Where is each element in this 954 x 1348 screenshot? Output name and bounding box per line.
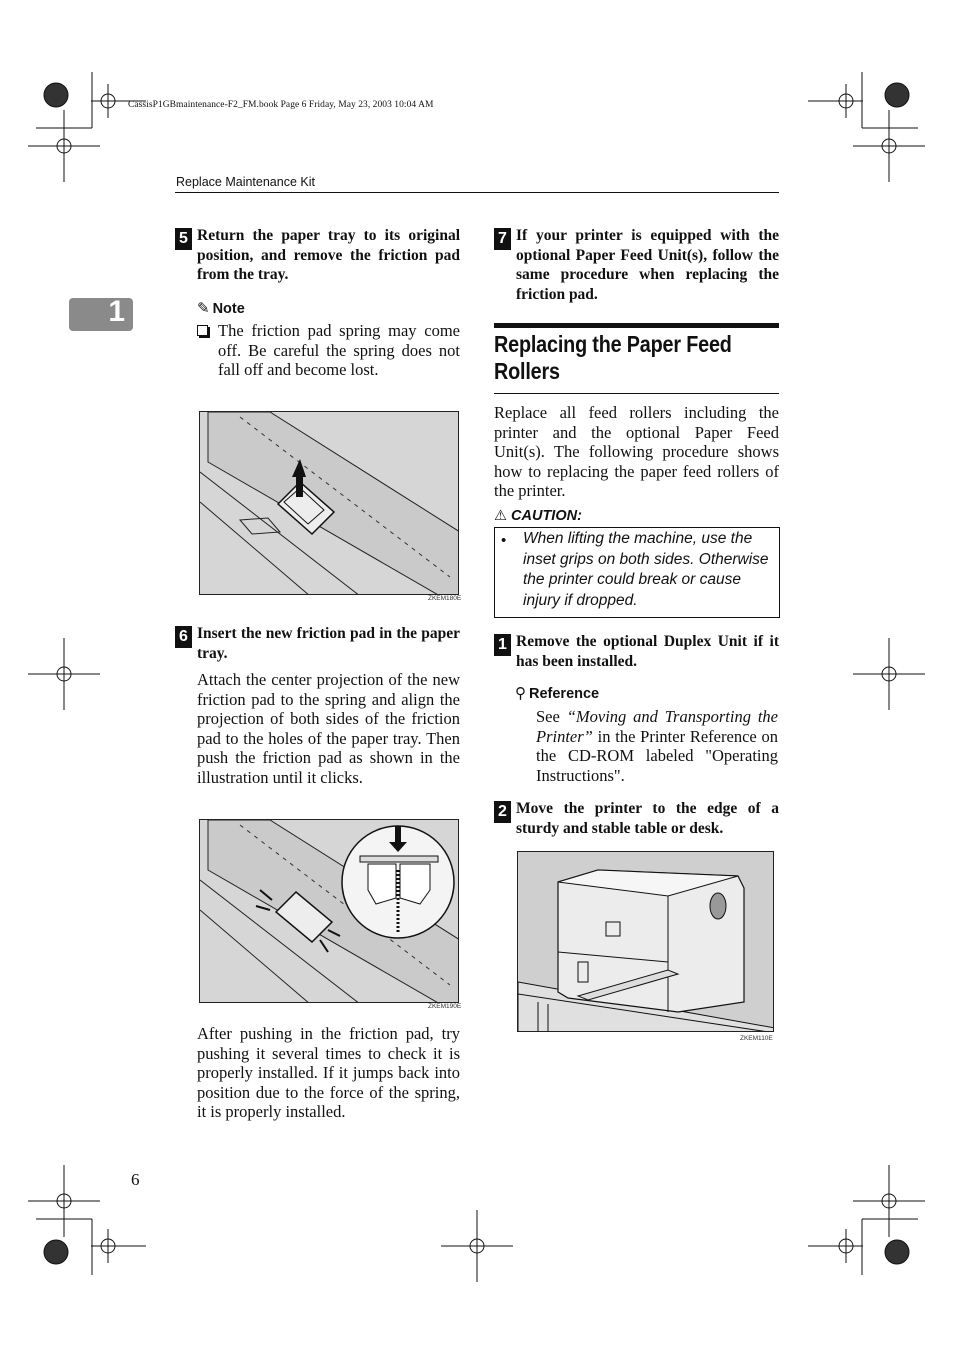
section-intro: Replace all feed rollers including the printer and the optional Paper Feed Unit(s). The following procedure shows how to replacing the paper feed rollers of the printer. — [494, 403, 779, 501]
reference-see: See — [536, 707, 567, 726]
step-text: Insert the new friction pad in the paper tray. — [197, 625, 460, 662]
step-number: 5 — [175, 228, 192, 250]
caution-heading-text: CAUTION: — [511, 508, 582, 524]
step-text: Remove the optional Duplex Unit if it has been installed. — [516, 633, 779, 670]
note-heading-text: Note — [212, 301, 245, 317]
reference-heading-text: Reference — [529, 686, 600, 702]
chapter-number: 1 — [108, 295, 125, 328]
chapter-tab — [69, 295, 133, 331]
note-item: The friction pad spring may come off. Be careful the spring does not fall off and become lost. — [218, 321, 460, 380]
reference-rest: in the Printer Reference on the CD-ROM labeled "Operating Instructions". — [536, 726, 778, 785]
checkbox-icon — [197, 325, 208, 336]
magnifier-icon: ⚲ — [515, 685, 526, 702]
friction-pad-removal-illustration — [200, 412, 459, 595]
bullet: • — [501, 532, 507, 549]
printer-on-table-figure — [517, 851, 774, 1032]
header-rule — [175, 192, 779, 193]
friction-pad-insertion-illustration — [200, 820, 459, 1003]
reference-heading — [515, 684, 599, 702]
step-6 — [175, 624, 460, 663]
step-6-body: Attach the center projection of the new friction pad to the spring and align the projection of both sides of the friction pad to the holes of the paper tray. Then push the friction pad as shown in the illustration until it clicks. — [197, 670, 460, 787]
caution-box — [494, 527, 780, 618]
page-number: 6 — [131, 1170, 140, 1189]
step-2 — [494, 799, 779, 838]
note-heading — [197, 299, 245, 317]
step-number: 1 — [494, 634, 511, 656]
figure-code: ZKEM180E — [428, 595, 462, 602]
running-header: Replace Maintenance Kit — [176, 175, 315, 189]
step-1 — [494, 632, 779, 671]
pencil-icon: ✎ — [197, 300, 210, 317]
reference-link-title[interactable]: “Moving and Transporting the Printer” — [536, 707, 779, 746]
section-title: Replacing the Paper Feed Rollers — [494, 331, 732, 384]
step-5 — [175, 226, 460, 285]
printer-on-table-illustration — [518, 852, 774, 1032]
section-rule-top — [494, 323, 779, 328]
after-push-text: After pushing in the friction pad, try pushing it several times to check it is properly installed. If it jumps back into position due to the force of the spring, it is properly installed. — [197, 1024, 460, 1122]
step-text: If your printer is equipped with the optional Paper Feed Unit(s), follow the same procedure when replacing the friction pad. — [516, 227, 779, 303]
step-7 — [494, 226, 779, 304]
step-number: 2 — [494, 801, 511, 823]
caution-heading — [494, 508, 582, 524]
figure-code: ZKEM190E — [428, 1003, 462, 1010]
figure-code: ZKEM110E — [740, 1035, 773, 1042]
step-text: Return the paper tray to its original position, and remove the friction pad from the tray. — [197, 227, 460, 283]
caution-text: When lifting the machine, use the inset grips on both sides. Otherwise the printer could break or cause injury if dropped. — [523, 530, 769, 609]
step-text: Move the printer to the edge of a sturdy and stable table or desk. — [516, 800, 779, 837]
step-number: 7 — [494, 228, 511, 250]
step-number: 6 — [175, 626, 192, 648]
file-header: CassisP1GBmaintenance-F2_FM.book Page 6 Friday, May 23, 2003 10:04 AM — [128, 100, 434, 110]
reference-text — [536, 707, 778, 785]
warning-triangle-icon: ⚠ — [494, 508, 507, 524]
friction-pad-removal-figure — [199, 411, 459, 595]
section-rule-bottom — [494, 393, 779, 394]
friction-pad-insertion-figure — [199, 819, 459, 1003]
